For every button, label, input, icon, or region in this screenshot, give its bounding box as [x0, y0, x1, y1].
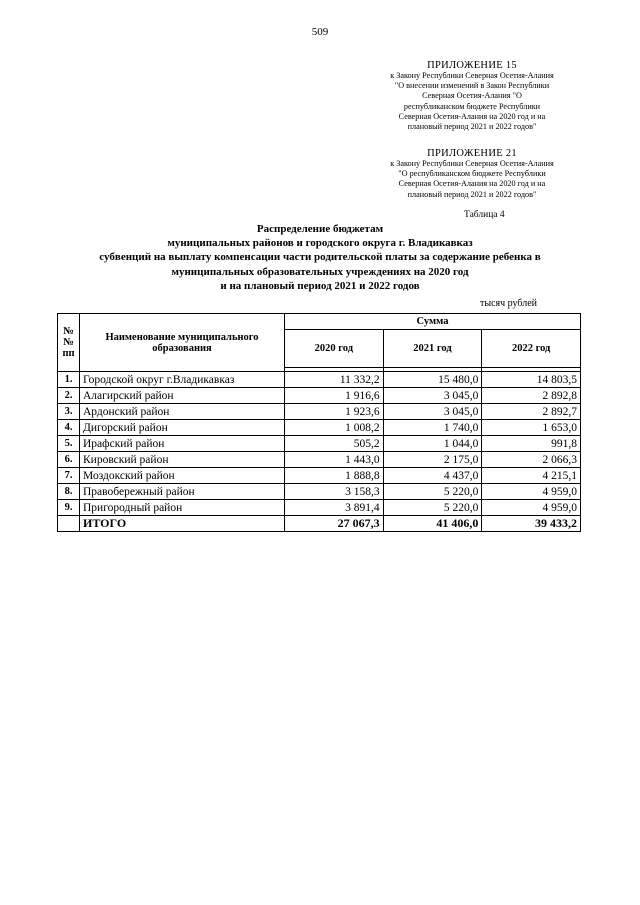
units-label: тысяч рублей [480, 298, 538, 309]
value-2020: 11 332,2 [285, 372, 384, 388]
table-row [58, 500, 581, 516]
total-2020: 27 067,3 [285, 516, 384, 532]
municipality-name: Алагирский район [80, 388, 285, 404]
appendix-21-line: Северная Осетия-Алания на 2020 год и на [398, 179, 546, 189]
appendix-15-line: плановый период 2021 и 2022 годов" [407, 122, 537, 132]
header-number: №№ пп [58, 314, 80, 372]
appendix-15-block [380, 60, 564, 132]
heading-line: муниципальных образовательных учреждениях на 2020 год [171, 265, 469, 278]
value-2022: 4 959,0 [482, 484, 581, 500]
header-year-2021: 2021 год [383, 330, 482, 368]
appendix-15-line: республиканском бюджете Республики [403, 101, 541, 111]
value-2021: 1 740,0 [383, 420, 482, 436]
municipality-name: Правобережный район [80, 484, 285, 500]
value-2022: 2 066,3 [482, 452, 581, 468]
appendix-21-line: плановый период 2021 и 2022 годов" [407, 189, 537, 199]
total-2021: 41 406,0 [383, 516, 482, 532]
appendix-15-line: "О внесении изменений в Закон Республики [394, 81, 550, 91]
appendix-15-line: Северная Осетия-Алания на 2020 год и на [398, 111, 546, 121]
row-number: 6. [58, 452, 80, 468]
municipality-name: Ирафский район [80, 436, 285, 452]
value-2020: 1 923,6 [285, 404, 384, 420]
appendix-15-line: Северная Осетия-Алания "О [422, 91, 522, 101]
municipality-name: Городской округ г.Владикавказ [80, 372, 285, 388]
value-2022: 4 215,1 [482, 468, 581, 484]
document-heading [40, 222, 600, 293]
heading-line: муниципальных районов и городского округа г. Владикавказ [167, 237, 473, 250]
value-2021: 2 175,0 [383, 452, 482, 468]
value-2021: 1 044,0 [383, 436, 482, 452]
row-number: 8. [58, 484, 80, 500]
value-2021: 15 480,0 [383, 372, 482, 388]
appendix-21-line: к Закону Республики Северная Осетия-Алания [390, 159, 554, 168]
value-2020: 1 443,0 [285, 452, 384, 468]
appendix-21-title: ПРИЛОЖЕНИЕ 21 [427, 148, 517, 159]
table-row [58, 388, 581, 404]
value-2022: 991,8 [482, 436, 581, 452]
header-year-2020: 2020 год [285, 330, 384, 368]
municipality-name: Ардонский район [80, 404, 285, 420]
table-number: Таблица 4 [464, 210, 505, 220]
appendix-15-line: к Закону Республики Северная Осетия-Алания [390, 71, 554, 80]
table-row [58, 420, 581, 436]
value-2020: 1 888,8 [285, 468, 384, 484]
row-number: 1. [58, 372, 80, 388]
heading-line: Распределение бюджетам [256, 223, 384, 235]
table-row [58, 452, 581, 468]
value-2020: 3 891,4 [285, 500, 384, 516]
total-label: ИТОГО [80, 516, 285, 532]
municipality-name: Дигорский район [80, 420, 285, 436]
value-2022: 2 892,7 [482, 404, 581, 420]
row-number: 3. [58, 404, 80, 420]
municipality-name: Пригородный район [80, 500, 285, 516]
appendix-21-line: "О республиканском бюджете Республики [398, 169, 546, 179]
table-row [58, 372, 581, 388]
row-number: 7. [58, 468, 80, 484]
value-2020: 1 008,2 [285, 420, 384, 436]
value-2020: 505,2 [285, 436, 384, 452]
table-row [58, 404, 581, 420]
total-2022: 39 433,2 [482, 516, 581, 532]
value-2022: 4 959,0 [482, 500, 581, 516]
heading-line: субвенций на выплату компенсации части родительской платы за содержание ребенка в [99, 251, 541, 264]
municipality-name: Кировский район [80, 452, 285, 468]
appendix-15-title: ПРИЛОЖЕНИЕ 15 [427, 60, 517, 71]
subsidy-table [57, 313, 581, 532]
table-row [58, 436, 581, 452]
value-2020: 1 916,6 [285, 388, 384, 404]
appendix-21-block [380, 148, 564, 200]
value-2021: 5 220,0 [383, 484, 482, 500]
value-2022: 14 803,5 [482, 372, 581, 388]
value-2021: 5 220,0 [383, 500, 482, 516]
row-number: 2. [58, 388, 80, 404]
value-2022: 2 892,8 [482, 388, 581, 404]
row-number: 5. [58, 436, 80, 452]
value-2020: 3 158,3 [285, 484, 384, 500]
header-sum: Сумма [285, 314, 581, 330]
value-2022: 1 653,0 [482, 420, 581, 436]
table-row [58, 484, 581, 500]
value-2021: 3 045,0 [383, 388, 482, 404]
total-number-cell [58, 516, 80, 532]
heading-line: и на плановый период 2021 и 2022 годов [220, 279, 420, 292]
table-body [58, 372, 581, 532]
appendix-21-text [380, 159, 564, 200]
value-2021: 4 437,0 [383, 468, 482, 484]
municipality-name: Моздокский район [80, 468, 285, 484]
header-name: Наименование муниципального образования [80, 314, 285, 372]
table-row [58, 468, 581, 484]
value-2021: 3 045,0 [383, 404, 482, 420]
row-number: 4. [58, 420, 80, 436]
page-number: 509 [311, 26, 329, 38]
header-year-2022: 2022 год [482, 330, 581, 368]
row-number: 9. [58, 500, 80, 516]
total-row [58, 516, 581, 532]
appendix-15-text [380, 71, 564, 132]
